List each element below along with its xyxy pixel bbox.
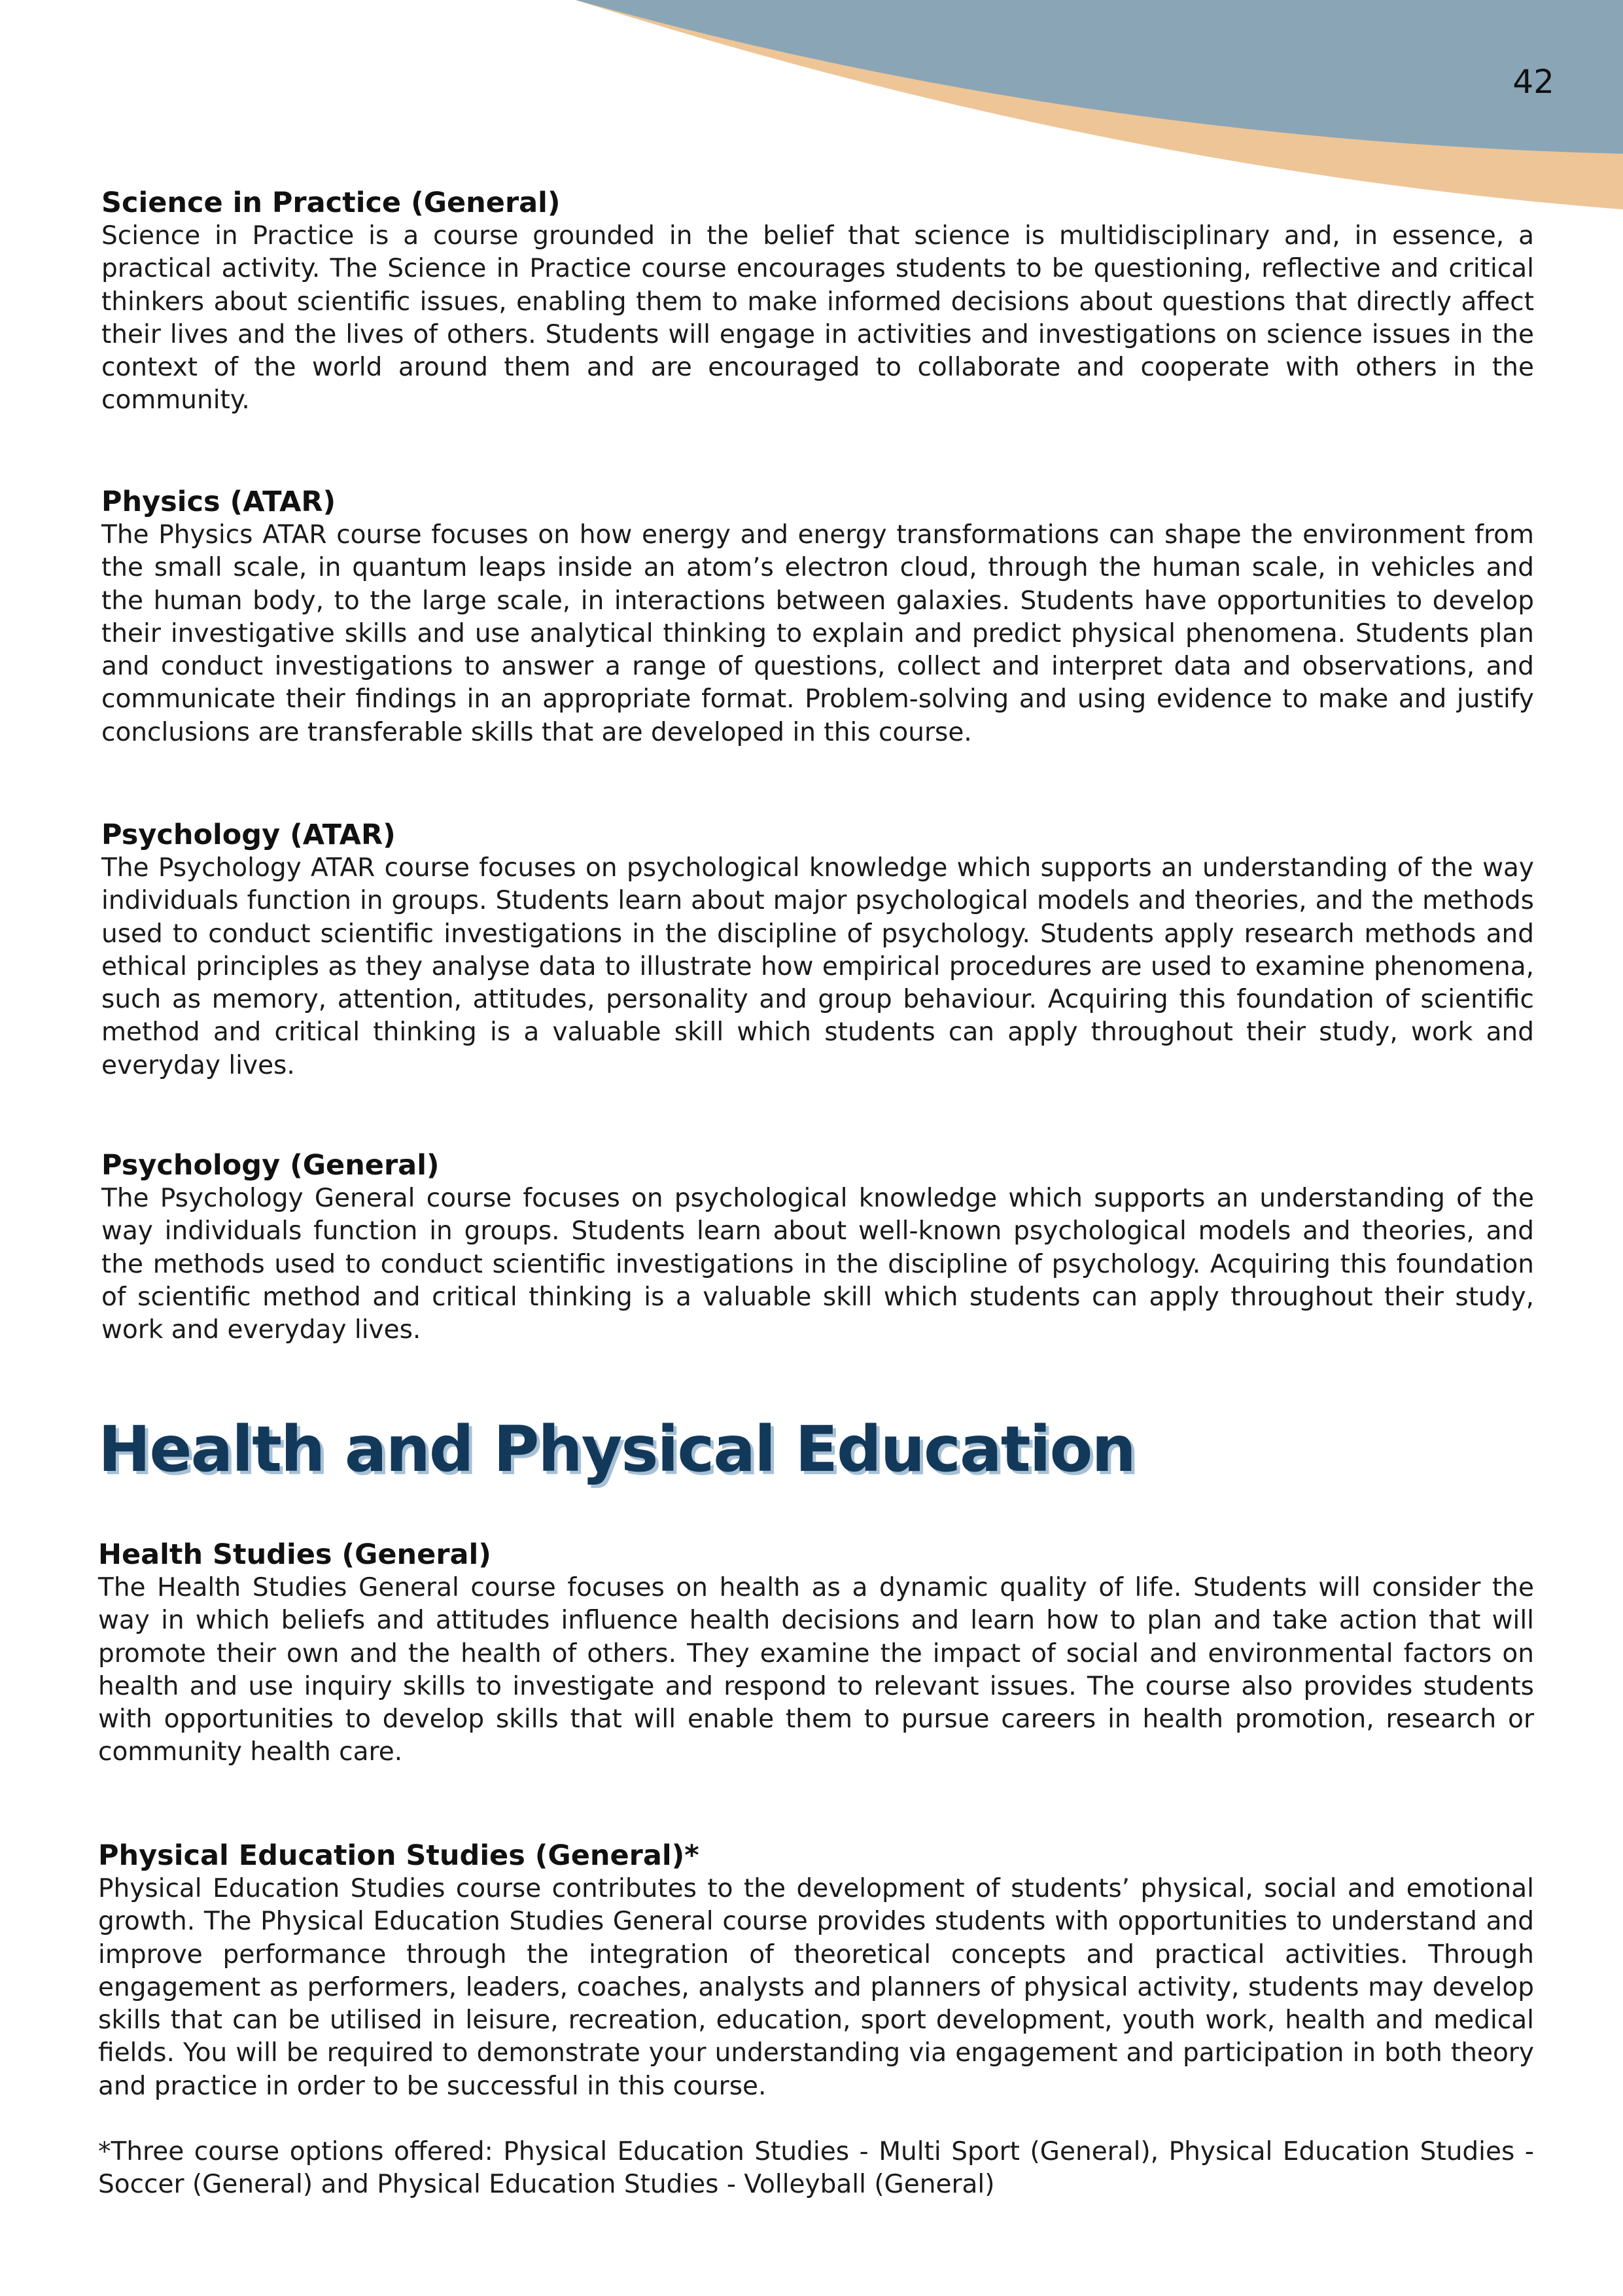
course-science-in-practice [101,186,1534,417]
course-physical-education-studies [98,1839,1534,2202]
top-banner-decoration [0,0,1623,216]
course-title: Health Studies (General) [98,1538,491,1571]
course-description: The Psychology General course focuses on psychological knowledge which supports an understanding of the way individuals function in groups. Students learn about well-known psychological models and theories, and the methods used to conduct scientific investigations in the discipline of psychology. Acquiring this foundation of scientific method and critical thinking is a valuable skill which students can apply throughout their study, work and everyday lives. [101,1184,1534,1345]
course-options-note: *Three course options offered: Physical Education Studies - Multi Sport (General), Physical Education Studies - Soccer (General) and Physical Education Studies - Volleyball (General) [98,2137,1534,2200]
course-title: Science in Practice (General) [101,186,561,219]
course-psychology-atar [101,818,1534,1082]
page-number: 42 [1512,63,1554,101]
section-heading: Health and Physical Education [98,1413,1135,1486]
course-description: The Physics ATAR course focuses on how energy and energy transformations can shape the environment from the small scale, in quantum leaps inside an atom’s electron cloud, through the human scale, in vehicles and the human body, to the large scale, in interactions between galaxies. Students have opportunities to develop their investigative skills and use analytical thinking to explain and predict physical phenomena. Students plan and conduct investigations to answer a range of questions, collect and interpret data and observations, and communicate their findings in an appropriate format. Problem-solving and using evidence to make and justify conclusions are transferable skills that are developed in this course. [101,520,1534,747]
course-title: Psychology (ATAR) [101,819,396,851]
course-description: Physical Education Studies course contributes to the development of students’ physical, social and emotional growth. The Physical Education Studies General course provides students with opportunities to understand and improve performance through the integration of theoretical concepts and practical activities. Through engagement as performers, leaders, coaches, analysts and planners of physical activity, students may develop skills that can be utilised in leisure, recreation, education, sport development, youth work, health and medical fields. You will be required to demonstrate your understanding via engagement and participation in both theory and practice in order to be successful in this course. [98,1874,1534,2101]
course-physics-atar [101,485,1534,749]
course-title: Physics (ATAR) [101,486,336,518]
course-title: Psychology (General) [101,1149,440,1182]
course-description: The Psychology ATAR course focuses on psychological knowledge which supports an understanding of the way individuals function in groups. Students learn about major psychological models and theories, and the methods used to conduct scientific investigations in the discipline of psychology. Students apply research methods and ethical principles as they analyse data to illustrate how empirical procedures are used to examine phenomena, such as memory, attention, attitudes, personality and group behaviour. Acquiring this foundation of scientific method and critical thinking is a valuable skill which students can apply throughout their study, work and everyday lives. [101,853,1534,1080]
course-title: Physical Education Studies (General)* [98,1839,699,1872]
course-description: The Health Studies General course focuses on health as a dynamic quality of life. Students will consider the way in which beliefs and attitudes influence health decisions and learn how to plan and take action that will promote their own and the health of others. They examine the impact of social and environmental factors on health and use inquiry skills to investigate and respond to relevant issues. The course also provides students with opportunities to develop skills that will enable them to pursue careers in health promotion, research or community health care. [98,1573,1534,1767]
course-health-studies [98,1538,1534,1769]
course-psychology-general [101,1148,1534,1347]
course-description: Science in Practice is a course grounded in the belief that science is multidisciplinary and, in essence, a practical activity. The Science in Practice course encourages students to be questioning, reflective and critical thinkers about scientific issues, enabling them to make informed decisions about questions that directly affect their lives and the lives of others. Students will engage in activities and investigations on science issues in the context of the world around them and are encouraged to collaborate and cooperate with others in the community. [101,221,1534,415]
